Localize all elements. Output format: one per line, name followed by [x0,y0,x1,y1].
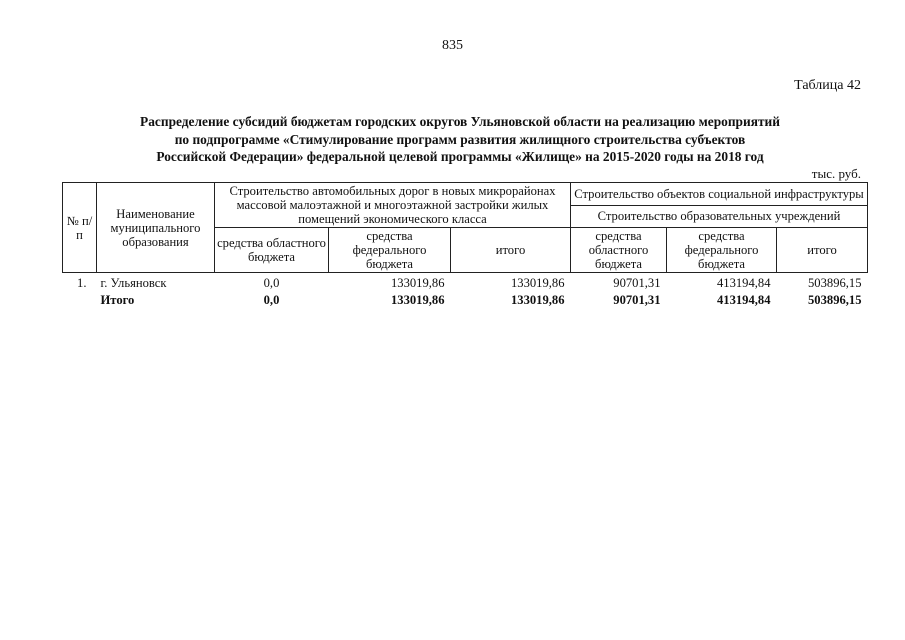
total-name: Итого [100,293,135,307]
row-social-total: 503896,15 [808,276,862,290]
header-group-social: Строительство объектов социальной инфраструктуры [571,183,868,206]
total-social-regional: 90701,31 [613,293,661,307]
total-roads-regional: 0,0 [263,293,280,307]
total-row [63,290,868,307]
subsidy-table [62,182,868,307]
total-roads-federal: 133019,86 [390,293,445,307]
units-label: тыс. руб. [811,166,861,181]
header-roads-total: итого [451,228,571,273]
title-line-2: по подпрограмме «Стимулирование программ развития жилищного строительства субъектов [174,131,746,147]
title-line-1: Распределение субсидий бюджетам городских округов Ульяновской области на реализацию мероприятий [140,114,780,129]
row-social-regional: 90701,31 [613,276,661,290]
total-num [63,290,97,307]
total-social-federal: 413194,84 [716,293,771,307]
header-name: Наименование муниципального образования [97,183,215,273]
header-roads-federal: средства федерального бюджета [329,228,451,273]
table-row [63,273,868,291]
document-title [60,113,860,166]
header-social-regional: средства областного бюджета [571,228,667,273]
row-roads-total: 133019,86 [510,276,565,290]
row-roads-federal: 133019,86 [390,276,445,290]
row-social-federal: 413194,84 [716,276,771,290]
row-num: 1. [77,276,87,290]
header-social-federal: средства федерального бюджета [667,228,777,273]
title-line-3: Российской Федерации» федеральной целевой программы «Жилище» на 2015-2020 годы на 2018 год [156,149,764,164]
total-roads-total: 133019,86 [510,293,565,307]
header-group-roads: Строительство автомобильных дорог в новых микрорайонах массовой малоэтажной и многоэтажной застройки жилых помещений экономического класса [215,183,571,228]
header-subgroup-education: Строительство образовательных учреждений [571,205,868,228]
row-roads-regional: 0,0 [263,276,280,290]
row-name: г. Ульяновск [100,276,167,290]
header-social-total: итого [777,228,868,273]
header-num: № п/п [63,183,97,273]
total-social-total: 503896,15 [808,293,862,307]
table-label: Таблица 42 [794,78,861,93]
header-roads-regional: средства областного бюджета [215,228,329,273]
page-number: 835 [442,38,463,53]
